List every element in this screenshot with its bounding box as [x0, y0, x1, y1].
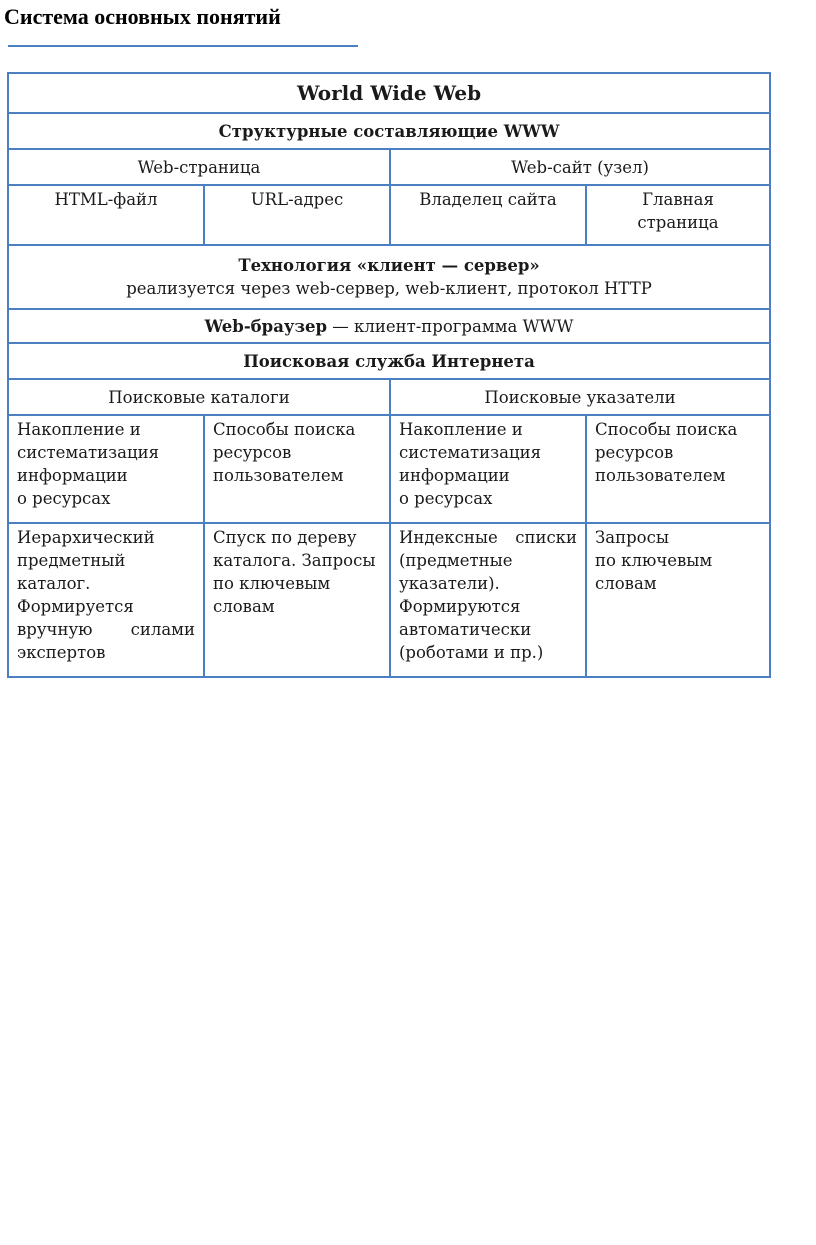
page-title: Система основных понятий	[4, 4, 281, 29]
title-underline	[8, 45, 358, 47]
url-cell: URL-адрес	[204, 185, 390, 245]
index-search-line: Запросы	[595, 528, 669, 547]
search-service-header: Поисковая служба Интернета	[8, 343, 770, 379]
site-owner-cell: Владелец сайта	[390, 185, 586, 245]
client-server-title: Технология «клиент — сервер»	[238, 256, 540, 275]
browser-definition: — клиент-программа WWW	[327, 316, 574, 336]
structural-components-header: Структурные составляющие WWW	[8, 113, 770, 149]
browser-cell	[8, 309, 770, 343]
methods-line: ресурсов	[213, 443, 292, 462]
index-accumulation-cell	[390, 415, 586, 523]
main-page-line: страница	[637, 213, 719, 232]
methods-line: пользователем	[595, 466, 726, 485]
catalog-accumulation-cell	[8, 415, 204, 523]
accumulation-line: информации	[17, 466, 128, 485]
methods-line: Способы поиска	[213, 420, 356, 439]
index-methods-cell	[586, 415, 770, 523]
web-page-cell: Web-страница	[8, 149, 390, 185]
www-concepts-table	[7, 72, 771, 678]
client-server-desc: реализуется через web-сервер, web-клиент, протокол HTTP	[126, 279, 652, 298]
methods-line: Способы поиска	[595, 420, 738, 439]
accumulation-line: систематизация	[399, 443, 542, 462]
accumulation-line: Накопление и	[17, 420, 141, 439]
accumulation-line: Накопление и	[399, 420, 523, 439]
accumulation-line: о ресурсах	[399, 489, 493, 508]
index-search-cell	[586, 523, 770, 677]
catalog-search-cell: Спуск по дереву каталога. Запросы по ключевым словам	[204, 523, 390, 677]
accumulation-line: о ресурсах	[17, 489, 111, 508]
index-search-line: по ключевым	[595, 551, 713, 570]
main-page-cell	[586, 185, 770, 245]
web-site-cell: Web-сайт (узел)	[390, 149, 770, 185]
table-title: World Wide Web	[8, 73, 770, 113]
index-search-line: словам	[595, 574, 657, 593]
catalog-description-cell: Иерархический предметный каталог. Формируется вручную силами экспертов	[8, 523, 204, 677]
search-indexes-cell: Поисковые указатели	[390, 379, 770, 415]
index-description-cell: Индексные списки (предметные указатели). Формируются автоматически (роботами и пр.)	[390, 523, 586, 677]
catalog-methods-cell	[204, 415, 390, 523]
search-catalogs-cell: Поисковые каталоги	[8, 379, 390, 415]
client-server-cell	[8, 245, 770, 309]
main-page-line: Главная	[642, 190, 714, 209]
methods-line: ресурсов	[595, 443, 674, 462]
accumulation-line: информации	[399, 466, 510, 485]
browser-term: Web-браузер	[204, 316, 328, 336]
accumulation-line: систематизация	[17, 443, 160, 462]
methods-line: пользователем	[213, 466, 344, 485]
html-file-cell: HTML-файл	[8, 185, 204, 245]
